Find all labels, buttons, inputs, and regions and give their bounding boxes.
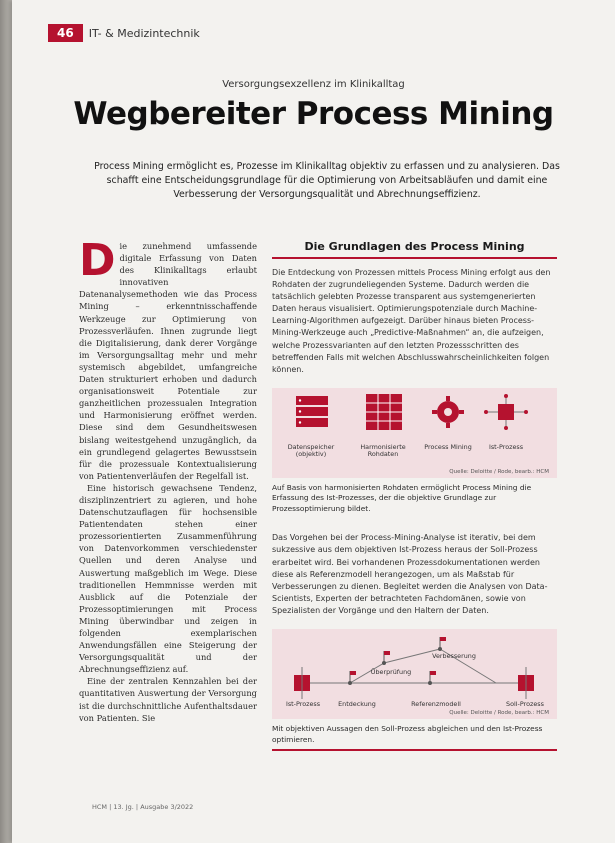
body-paragraph: Eine der zentralen Kennzahlen bei der quantitativen Auswertung der Versorgung ist die durchschnittliche Aufenthaltsdauer von Patienten. Sie	[79, 676, 257, 723]
page-footer: HCM | 13. Jg. | Ausgabe 3/2022	[92, 803, 194, 811]
server-icon	[296, 396, 328, 427]
figure-label: Soll-Prozess	[506, 700, 544, 708]
figure-source: Quelle: Deloitte / Rode, bearb.: HCM	[449, 710, 549, 716]
article-lead: Process Mining ermöglicht es, Prozesse im Klinikalltag objektiv zu erfassen und zu analysieren. Das schafft eine Entscheidungsgrundlage für die Optimierung von Arbeitsabläufen und damit eine Verbesserung der Versorgungsqualität und Abrechnungseffizienz.	[94, 161, 560, 200]
flag-icon	[438, 637, 446, 651]
page-number: 46	[48, 24, 83, 42]
info-box-text: Die Entdeckung von Prozessen mittels Process Mining erfolgt aus den Rohdaten der zugrundeliegenden Systeme. Dadurch werden die tatsächlich gelebten Prozesse transparent aus systemgenerierten Daten heraus visualisiert. Optimierungspotenziale durch Machine-Learning-Algorithmen aufgezeigt. Darüber hinaus bieten Process-Mining-Werkzeuge auch „Predictive-Maßnahmen“ an, die aufzeigen, welche Prozessvarianten auf den letzten Prozessschritten des betreffenden Falls mit welchen Abschlusswahrscheinlichkeiten folgen können.	[272, 268, 551, 374]
ist-process-icon	[294, 667, 310, 699]
article-kicker: Versorgungsexzellenz im Klinikalltag	[222, 79, 405, 90]
drop-cap: D	[79, 235, 116, 286]
box-end-rule	[272, 749, 557, 751]
info-box-title: Die Grundlagen des Process Mining	[272, 240, 557, 259]
figure-label: Ist-Prozess	[488, 442, 524, 451]
magazine-page	[12, 0, 615, 843]
flow-lines	[302, 649, 528, 683]
soll-process-icon	[518, 667, 534, 699]
magazine-binding	[0, 0, 12, 843]
info-box-text: Das Vorgehen bei der Process-Mining-Analyse ist iterativ, bei dem sukzessive aus dem objektiven Ist-Prozess heraus der Soll-Prozess erarbeitet wird. Bei vorhandenen Prozessdokumentationen werden diese als Referenzmodell herangezogen, um als Maßstab für Verbesserungen zu dienen. Begleitet werden die Analysen von Data-Scientists, Experten der betrachteten Fachdomänen, sowie von Spezialisten der Vorgänge und den Haltern der Daten.	[272, 533, 548, 615]
figure-improvement-cycle	[272, 629, 557, 719]
article-body	[79, 235, 257, 724]
article-headline: Wegbereiter Process Mining	[73, 96, 554, 132]
figure-label: Entdeckung	[338, 700, 376, 708]
body-paragraph: Eine historisch gewachsene Tendenz, disziplinzentriert zu agieren, und hohe Datenschutzauflagen für hochsensible Patientendaten stehen einer prozessorientierten Zusammenführung von Datenvorkommen verschiedenster Quellen und deren Analyse und Auswertung maßgeblich im Wege. Diese traditionellen Hemmnisse werden mit Ausblick auf die Potenziale der Prozessoptimierungen mit Process Mining überwindbar und zeigen in folgenden exemplarischen Anwendungsfällen eine Steigerung der Versorgungsqualität und der Abrechnungseffizienz auf.	[79, 482, 257, 675]
figure-label: Verbesserung	[432, 652, 476, 660]
figure-source: Quelle: Deloitte / Rode, bearb.: HCM	[449, 468, 549, 475]
page-header	[48, 24, 200, 42]
figure-label: Harmonisierte Rohdaten	[360, 442, 406, 459]
figure-label: Datenspeicher (objektiv)	[287, 442, 335, 459]
figure-label: Ist-Prozess	[285, 700, 321, 708]
data-table-icon	[366, 394, 402, 430]
figure-caption: Auf Basis von harmonisierten Rohdaten ermöglicht Process Mining die Erfassung des Ist-Prozesses, der die objektive Grundlage zur Prozessoptimierung bildet.	[272, 482, 532, 513]
figure-process-pipeline	[272, 388, 557, 478]
process-node-icon	[484, 394, 528, 430]
figure-label: Referenzmodell	[411, 700, 461, 708]
pipeline-diagram	[272, 388, 557, 478]
body-paragraph: ie zunehmend umfassende digitale Erfassung von Daten des Klinikalltags erlaubt innovativen Datenanalysemethoden wie das Process Mining – erkenntnisschaffende Werkzeuge zur Optimierung von Prozessverläufen. Ihnen zugrunde liegt die Digitalisierung, dank derer Vorgänge im Versorgungsalltag mehr und mehr systemisch abgebildet, umfangreiche Daten strukturiert erhoben und dadurch organisationsweit Potentiale zur ganzheitlichen prozessualen Integration und Harmonisierung eröffnet werden. Diese sind dem Gesundheitswesen bislang weitestgehend unzugänglich, da ein grundlegend gelagertes Bewusstsein für die prozessuale Kontextualisierung von Patientenverläufen der Regelfall ist.	[79, 241, 257, 481]
info-box	[272, 240, 557, 751]
gear-icon	[432, 396, 464, 428]
section-title: IT- & Medizintechnik	[88, 26, 200, 40]
figure-caption: Mit objektiven Aussagen den Soll-Prozess abgleichen und den Ist-Prozess optimieren.	[272, 724, 543, 744]
figure-label: Überprüfung	[370, 668, 412, 676]
figure-label: Process Mining	[424, 442, 472, 451]
